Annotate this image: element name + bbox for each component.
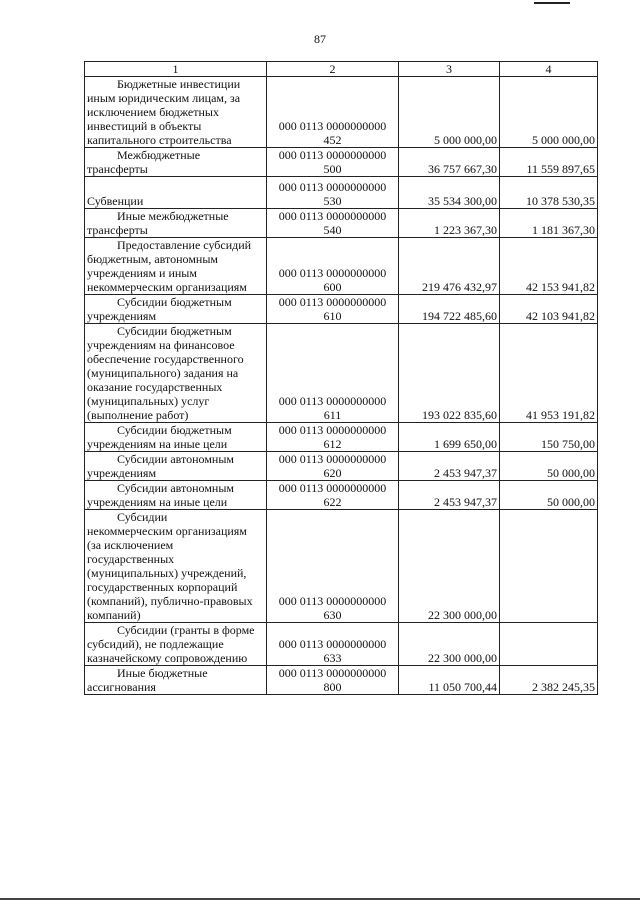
item-name-cell <box>85 452 267 481</box>
item-name-line: Субсидии <box>117 510 168 524</box>
budget-code-line: 000 0113 0000000000 <box>278 452 387 466</box>
table-row <box>85 77 598 148</box>
budget-code-cell <box>267 148 399 177</box>
item-name-line: учреждениям <box>87 466 157 480</box>
amount-col4-cell: 5 000 000,00 <box>500 77 598 148</box>
column-header: 3 <box>399 62 500 77</box>
amount-col3-cell: 2 453 947,37 <box>399 481 500 510</box>
amount-col4-cell <box>500 623 598 666</box>
budget-code-line: 633 <box>323 651 342 665</box>
amount-col3-cell: 22 300 000,00 <box>399 510 500 623</box>
item-name-cell <box>85 324 267 423</box>
top-edge-mark <box>534 2 570 4</box>
bottom-edge-mark <box>0 898 640 900</box>
item-name-line: учреждениям на иные цели <box>87 437 228 451</box>
budget-code-line: 452 <box>323 133 342 147</box>
amount-col4-cell: 2 382 245,35 <box>500 666 598 695</box>
item-name-line: (выполнение работ) <box>87 408 189 422</box>
budget-code-line: 000 0113 0000000000 <box>278 266 387 280</box>
budget-code-cell <box>267 77 399 148</box>
item-name-line: капитального строительства <box>87 133 232 147</box>
item-name-line: Бюджетные инвестиции <box>117 77 241 91</box>
item-name-line: (компаний), публично-правовых <box>87 594 253 608</box>
amount-col4-cell: 11 559 897,65 <box>500 148 598 177</box>
item-name-line: учреждениям на финансовое <box>87 338 235 352</box>
budget-code-line: 600 <box>323 280 342 294</box>
amount-col3-cell: 193 022 835,60 <box>399 324 500 423</box>
table-row <box>85 623 598 666</box>
item-name-line: оказание государственных <box>87 380 223 394</box>
item-name-cell <box>85 481 267 510</box>
page-number: 87 <box>314 32 326 46</box>
budget-code-line: 000 0113 0000000000 <box>278 423 387 437</box>
item-name-line: государственных корпораций <box>87 580 238 594</box>
table-row <box>85 423 598 452</box>
item-name-cell <box>85 623 267 666</box>
item-name-cell <box>85 666 267 695</box>
budget-code-cell <box>267 177 399 209</box>
column-header: 2 <box>267 62 399 77</box>
budget-code-line: 611 <box>323 408 342 422</box>
item-name-cell <box>85 209 267 238</box>
table-row <box>85 295 598 324</box>
table-row <box>85 324 598 423</box>
amount-col4-cell: 41 953 191,82 <box>500 324 598 423</box>
item-name-line: государственных <box>87 552 175 566</box>
item-name-cell <box>85 423 267 452</box>
amount-col3-cell: 22 300 000,00 <box>399 623 500 666</box>
item-name-line: компаний) <box>87 608 141 622</box>
budget-code-line: 500 <box>323 162 342 176</box>
amount-col4-cell: 42 103 941,82 <box>500 295 598 324</box>
item-name-line: Субсидии бюджетным <box>117 423 232 437</box>
item-name-line: трансферты <box>87 162 148 176</box>
budget-code-cell <box>267 295 399 324</box>
table-row <box>85 148 598 177</box>
budget-code-line: 000 0113 0000000000 <box>278 394 387 408</box>
budget-code-cell <box>267 324 399 423</box>
budget-code-cell <box>267 452 399 481</box>
item-name-cell <box>85 77 267 148</box>
budget-code-cell <box>267 238 399 295</box>
item-name-line: инвестиций в объекты <box>87 119 202 133</box>
budget-table <box>84 61 598 695</box>
budget-code-line: 000 0113 0000000000 <box>278 637 387 651</box>
amount-col4-cell: 50 000,00 <box>500 481 598 510</box>
column-header: 4 <box>500 62 598 77</box>
budget-code-line: 000 0113 0000000000 <box>278 148 387 162</box>
amount-col4-cell: 42 153 941,82 <box>500 238 598 295</box>
item-name-line: (за исключением <box>87 538 174 552</box>
budget-code-line: 612 <box>323 437 342 451</box>
budget-code-line: 000 0113 0000000000 <box>278 481 387 495</box>
budget-code-line: 000 0113 0000000000 <box>278 180 387 194</box>
item-name-line: бюджетным, автономным <box>87 252 218 266</box>
item-name-line: учреждениям на иные цели <box>87 495 228 509</box>
item-name-line: Предоставление субсидий <box>117 238 252 252</box>
budget-code-cell <box>267 481 399 510</box>
item-name-line: некоммерческим организациям <box>87 280 247 294</box>
amount-col4-cell: 1 181 367,30 <box>500 209 598 238</box>
table-row <box>85 510 598 623</box>
amount-col4-cell: 10 378 530,35 <box>500 177 598 209</box>
item-name-line: Субсидии автономным <box>117 452 234 466</box>
item-name-line: Межбюджетные <box>117 148 201 162</box>
item-name-line: Субсидии (гранты в форме <box>117 623 255 637</box>
table-row <box>85 238 598 295</box>
item-name-line: Субсидии бюджетным <box>117 295 232 309</box>
item-name-line: казначейскому сопровождению <box>87 651 248 665</box>
amount-col4-cell: 50 000,00 <box>500 452 598 481</box>
amount-col3-cell: 11 050 700,44 <box>399 666 500 695</box>
item-name-line: (муниципального) задания на <box>87 366 239 380</box>
table-row <box>85 177 598 209</box>
item-name-line: учреждениям <box>87 309 157 323</box>
amount-col3-cell: 194 722 485,60 <box>399 295 500 324</box>
item-name-line: обеспечение государственного <box>87 352 244 366</box>
budget-code-cell <box>267 209 399 238</box>
budget-code-line: 800 <box>323 680 342 694</box>
item-name-cell <box>85 177 267 209</box>
table-row <box>85 481 598 510</box>
table-row <box>85 666 598 695</box>
table-header-row <box>85 62 598 77</box>
item-name-line: субсидий), не подлежащие <box>87 637 224 651</box>
column-header: 1 <box>85 62 267 77</box>
budget-code-cell <box>267 423 399 452</box>
amount-col3-cell: 1 223 367,30 <box>399 209 500 238</box>
item-name-cell <box>85 295 267 324</box>
amount-col3-cell: 2 453 947,37 <box>399 452 500 481</box>
amount-col3-cell: 5 000 000,00 <box>399 77 500 148</box>
item-name-line: Иные бюджетные <box>117 666 208 680</box>
budget-code-line: 000 0113 0000000000 <box>278 119 387 133</box>
amount-col3-cell: 36 757 667,30 <box>399 148 500 177</box>
item-name-line <box>87 177 117 191</box>
budget-code-cell <box>267 623 399 666</box>
amount-col3-cell: 35 534 300,00 <box>399 177 500 209</box>
budget-code-line: 000 0113 0000000000 <box>278 594 387 608</box>
item-name-line: некоммерческим организациям <box>87 524 247 538</box>
budget-code-line: 000 0113 0000000000 <box>278 209 387 223</box>
item-name-cell <box>85 510 267 623</box>
budget-code-line: 000 0113 0000000000 <box>278 666 387 680</box>
item-name-line: Субсидии автономным <box>117 481 234 495</box>
budget-code-line: 622 <box>323 495 342 509</box>
amount-col3-cell: 1 699 650,00 <box>399 423 500 452</box>
item-name-line: Субсидии бюджетным <box>117 324 232 338</box>
item-name-line: Иные межбюджетные <box>117 209 229 223</box>
item-name-line: трансферты <box>87 223 148 237</box>
table-row <box>85 452 598 481</box>
item-name-cell <box>85 148 267 177</box>
item-name-cell <box>85 238 267 295</box>
budget-code-line: 610 <box>323 309 342 323</box>
budget-code-line: 540 <box>323 223 342 237</box>
budget-code-cell <box>267 666 399 695</box>
item-name-line: Субвенции <box>87 194 144 208</box>
budget-code-line: 000 0113 0000000000 <box>278 295 387 309</box>
table-row <box>85 209 598 238</box>
amount-col4-cell: 150 750,00 <box>500 423 598 452</box>
item-name-line: ассигнования <box>87 680 156 694</box>
amount-col4-cell <box>500 510 598 623</box>
budget-code-line: 620 <box>323 466 342 480</box>
item-name-line: иным юридическим лицам, за <box>87 91 241 105</box>
item-name-line: (муниципальных) учреждений, <box>87 566 247 580</box>
amount-col3-cell: 219 476 432,97 <box>399 238 500 295</box>
budget-code-cell <box>267 510 399 623</box>
item-name-line: учреждениям и иным <box>87 266 197 280</box>
budget-code-line: 630 <box>323 608 342 622</box>
item-name-line: исключением бюджетных <box>87 105 219 119</box>
budget-code-line: 530 <box>323 194 342 208</box>
item-name-line: (муниципальных) услуг <box>87 394 210 408</box>
